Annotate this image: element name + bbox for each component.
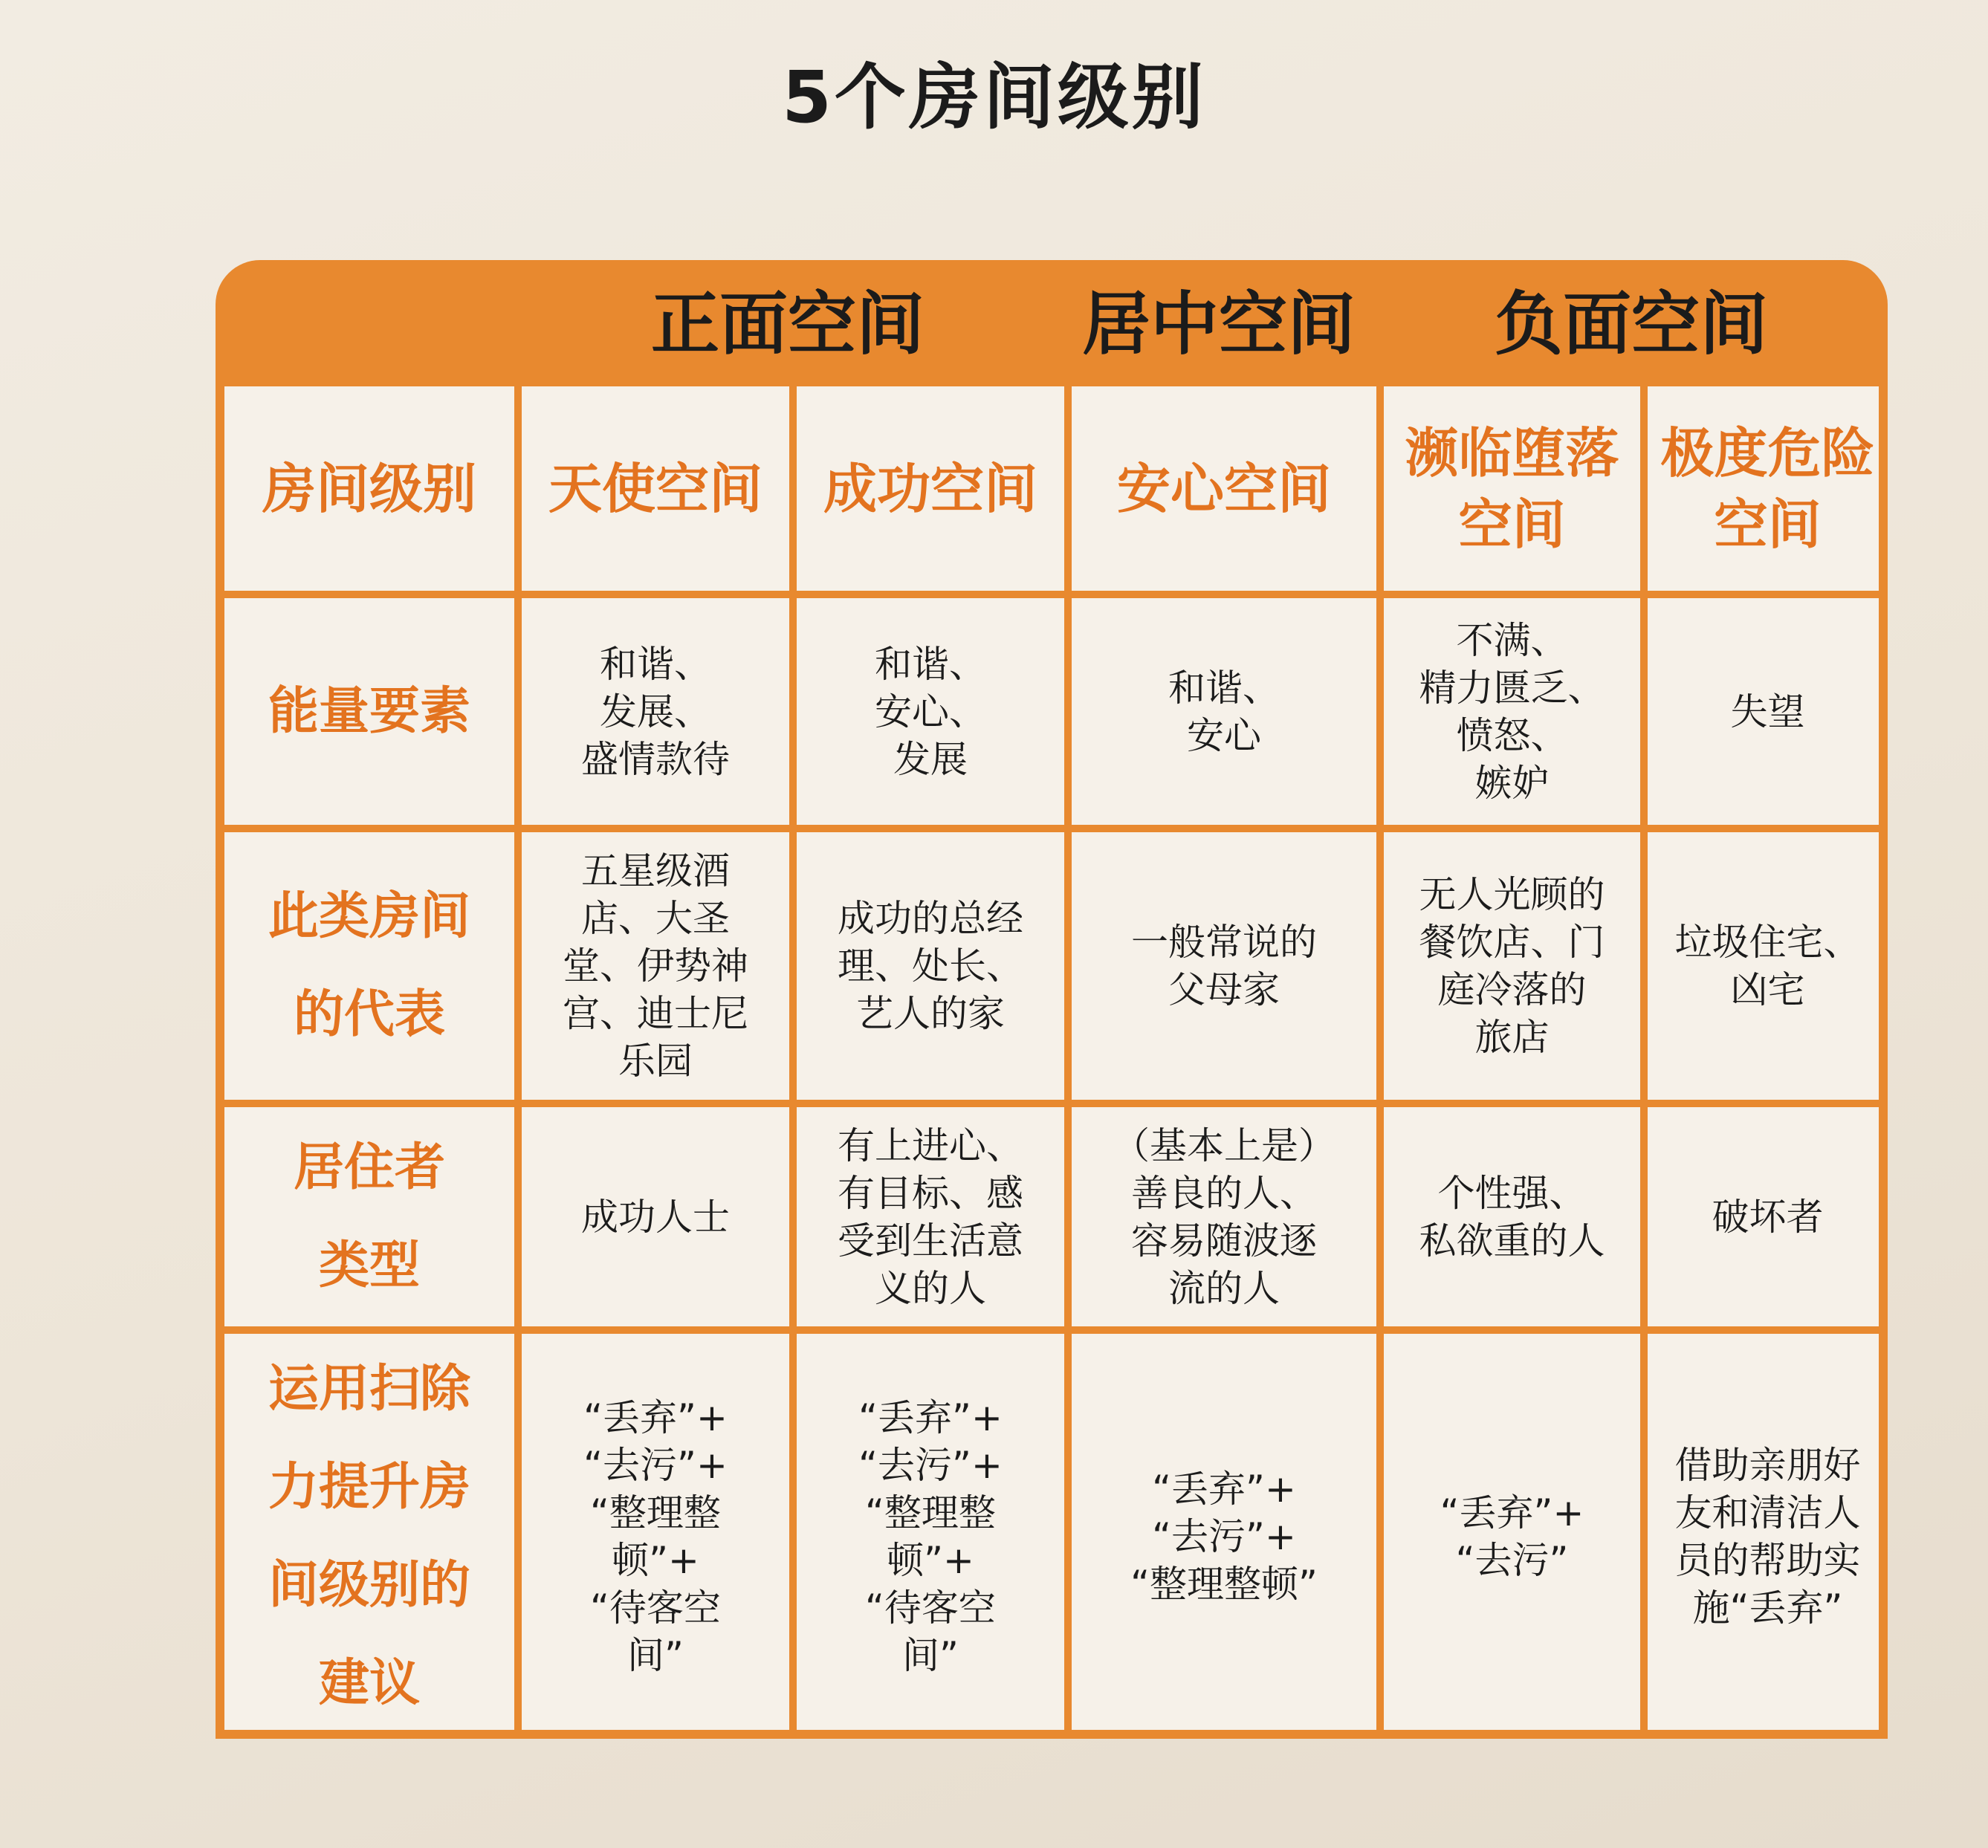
table-grid [216, 386, 1888, 1739]
page-title: 5个房间级别 [782, 56, 1206, 139]
column-divider [514, 386, 522, 1730]
row-label-resident-type: 居住者 类型 [293, 1138, 445, 1295]
group-negative-label: 负面空间 [1494, 285, 1768, 364]
row-divider [224, 1326, 1879, 1334]
row-divider [224, 1100, 1879, 1107]
table-cell: 无人光顾的 餐饮店、门 庭冷落的 旅店 [1419, 873, 1605, 1059]
table-cell: 破坏者 [1712, 1195, 1824, 1239]
table-cell: “丢弃”+ “去污” [1440, 1491, 1584, 1582]
row-label-suggestions: 运用扫除 力提升房 间级别的 建议 [268, 1359, 470, 1713]
table-cell: 不满、 精力匮乏、 愤怒、 嫉妒 [1419, 618, 1605, 805]
room-level-table [216, 260, 1888, 1739]
header-cell-room-level: 房间级别 [262, 457, 476, 520]
row-label-representatives: 此类房间 的代表 [268, 887, 470, 1044]
column-divider [1376, 386, 1384, 1730]
table-cell: “丢弃”+ “去污”+ “整理整 顿”+ “待客空 间” [583, 1395, 728, 1677]
table-cell: 和谐、 发展、 盛情款待 [581, 642, 730, 781]
header-cell-falling-space: 濒临堕落 空间 [1405, 421, 1619, 556]
group-header-bar [216, 260, 1888, 386]
row-divider [224, 591, 1879, 598]
table-cell: 一般常说的 父母家 [1131, 921, 1317, 1011]
table-cell: 和谐、 安心 [1168, 666, 1280, 757]
column-divider [1064, 386, 1072, 1730]
column-divider [789, 386, 797, 1730]
table-cell: 借助亲朋好 友和清洁人 员的帮助实 施“丢弃” [1674, 1443, 1861, 1630]
header-cell-angel-space: 天使空间 [548, 457, 763, 520]
table-cell: 个性强、 私欲重的人 [1419, 1171, 1605, 1262]
table-cell: 成功的总经 理、处长、 艺人的家 [838, 897, 1023, 1035]
group-neutral-label: 居中空间 [1081, 285, 1356, 364]
table-cell: 成功人士 [581, 1195, 730, 1239]
table-cell: “丢弃”+ “去污”+ “整理整 顿”+ “待客空 间” [858, 1395, 1003, 1677]
header-cell-peace-space: 安心空间 [1116, 457, 1331, 520]
table-cell: 失望 [1730, 690, 1805, 733]
table-cell: “丢弃”+ “去污”+ “整理整顿” [1130, 1467, 1318, 1606]
table-cell: 五星级酒 店、大圣 堂、伊势神 宫、迪士尼 乐园 [563, 849, 748, 1083]
row-divider [224, 825, 1879, 832]
row-label-energy: 能量要素 [268, 681, 470, 741]
table-cell: 有上进心、 有目标、感 受到生活意 义的人 [838, 1124, 1023, 1310]
table-cell: 和谐、 安心、 发展 [875, 642, 986, 781]
header-cell-danger-space: 极度危险 空间 [1660, 421, 1875, 556]
header-cell-success-space: 成功空间 [823, 457, 1037, 520]
group-positive-label: 正面空间 [650, 285, 925, 364]
table-cell: （基本上是） 善良的人、 容易随波逐 流的人 [1113, 1124, 1335, 1310]
column-divider [1640, 386, 1648, 1730]
table-cell: 垃圾住宅、 凶宅 [1674, 921, 1861, 1011]
